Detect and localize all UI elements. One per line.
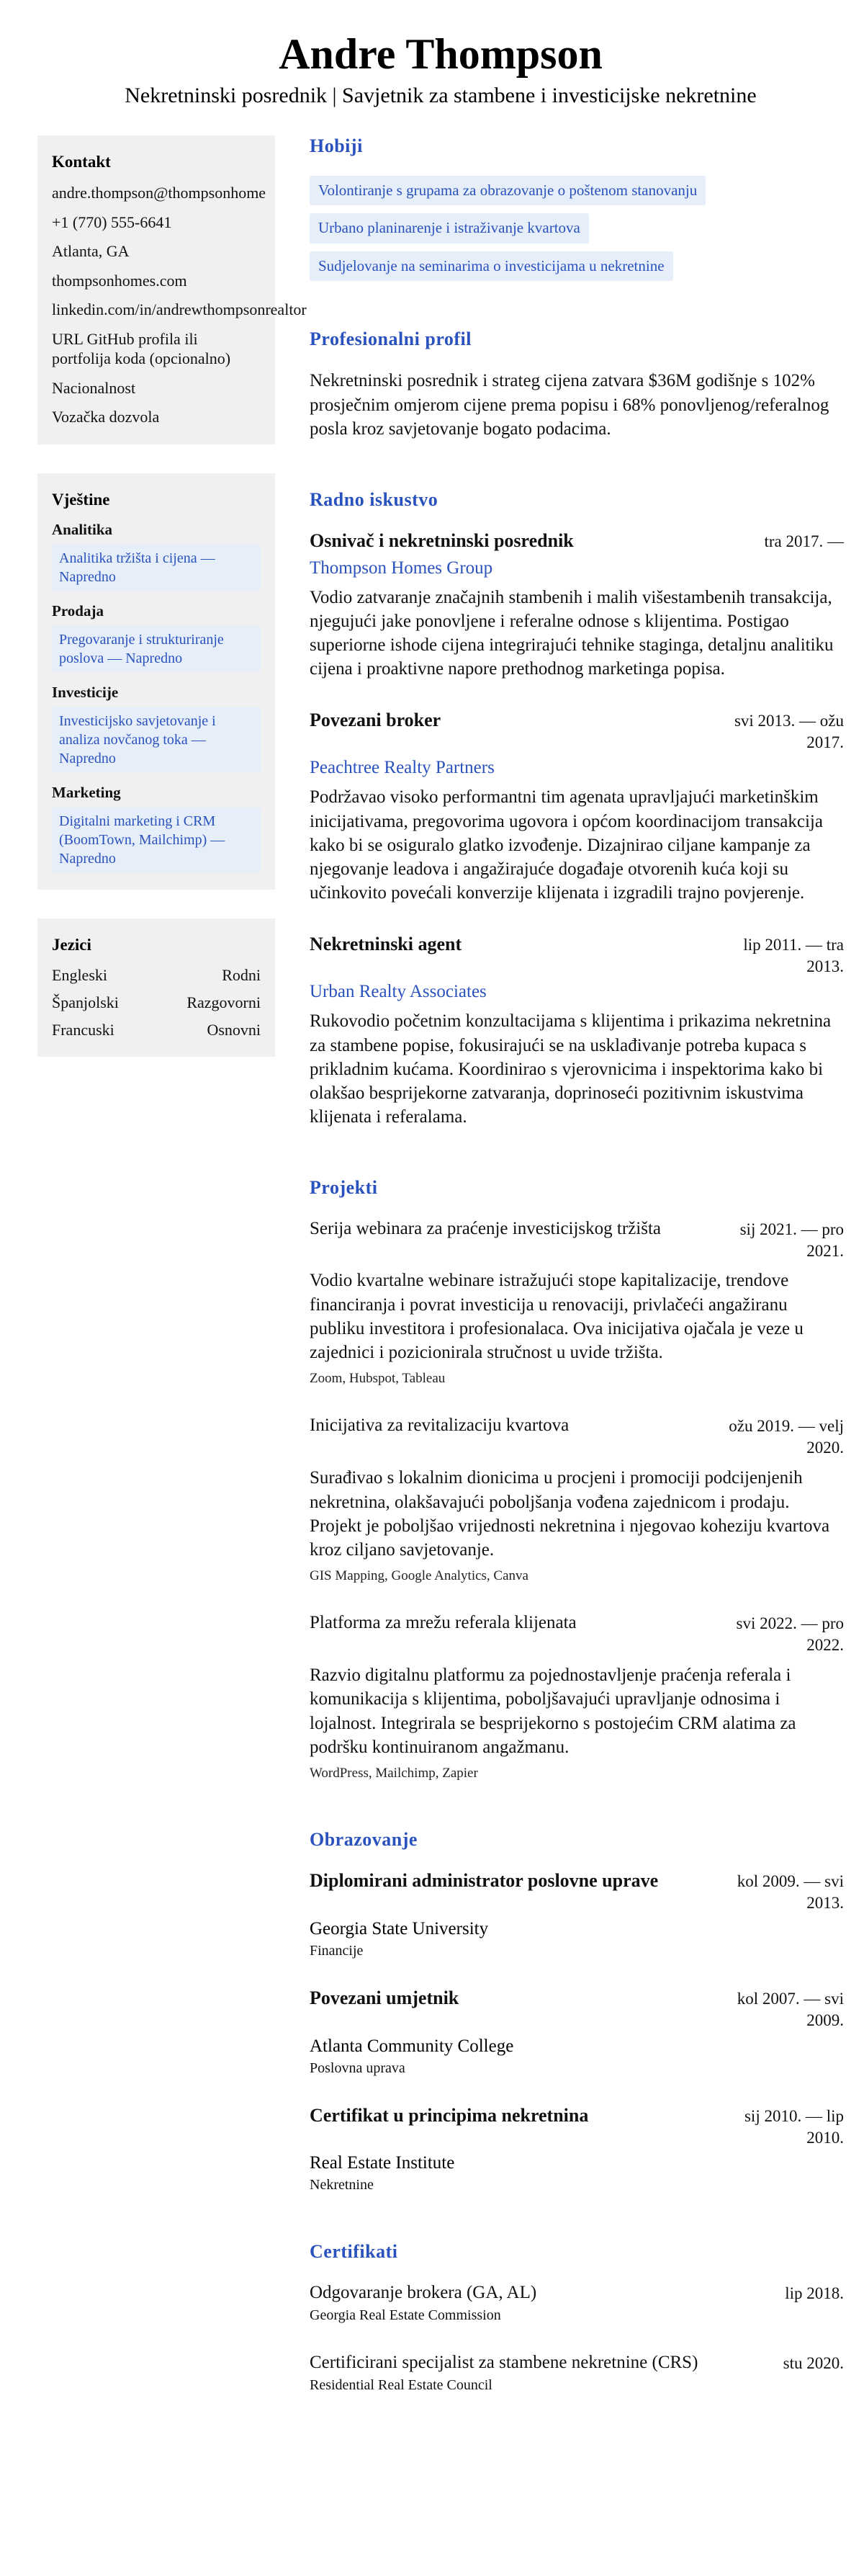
contact-driving-license: Vozačka dozvola bbox=[52, 408, 160, 426]
languages-section bbox=[37, 918, 275, 1057]
language-level: Rodni bbox=[222, 965, 261, 984]
hobby-chip: Urbano planinarenje i istraživanje kvartova bbox=[310, 213, 589, 243]
profile-section bbox=[310, 328, 844, 442]
job-description: Rukovodio početnim konzultacijama s klijentima i prikazima nekretnina za stambene popise, fokusirajući se na usklađivanje potreba kupaca s prikladnim kućama. Koordinirao s vjerovnicima i inspektorima kako bi olakšao besprijekorne zatvaranja, doprinoseći pozitivnim iskustvima klijenata i referalama. bbox=[310, 1011, 832, 1127]
entry-head bbox=[310, 1611, 844, 1656]
hobby-chip: Volontiranje s grupama za obrazovanje o poštenom stanovanju bbox=[310, 176, 706, 205]
entry-head bbox=[310, 1414, 844, 1459]
certifications-section bbox=[310, 2241, 844, 2394]
hobbies-section bbox=[310, 135, 844, 281]
person-name: Andre Thompson bbox=[279, 30, 603, 78]
job-company-link[interactable]: Urban Realty Associates bbox=[310, 982, 487, 1002]
school-name: Atlanta Community College bbox=[310, 2036, 514, 2056]
skill-group-label: Investicije bbox=[52, 683, 119, 701]
certification-issuer: Georgia Real Estate Commission bbox=[310, 2307, 501, 2324]
skill-chip: Pregovaranje i strukturiranje poslova — Napredno bbox=[52, 626, 261, 672]
project-dates: ožu 2019. — velj 2020. bbox=[729, 1417, 844, 1457]
certifications-heading: Certifikati bbox=[310, 2241, 398, 2263]
sidebar bbox=[37, 135, 307, 1057]
skill-group-sales bbox=[52, 602, 261, 672]
degree-title: Povezani umjetnik bbox=[310, 1987, 459, 2008]
job-description: Podržavao visoko performantni tim agenata upravljajući marketinškim inicijativama, pregovorima ugovora i općom koordinacijom transakcija kako bi se osiguralo glatko izvođenje. Dizajnirao ciljane kampanje za njegovanje leadova i angažirajuće događaje otvorenih kuća koji su učinkovito povećali konverzije klijenata i izgradili trajno povjerenje. bbox=[310, 787, 823, 903]
contact-heading: Kontakt bbox=[52, 153, 111, 171]
experience-entry bbox=[310, 529, 844, 681]
profile-text: Nekretninski posrednik i strateg cijena zatvara $36M godišnje s 102% prosječnim omjerom cijene prema popisu i 68% ponovljenog/referalnog posla kroz savjetovanje bogato podacima. bbox=[310, 370, 829, 439]
skill-group-investments bbox=[52, 684, 261, 772]
entry-head bbox=[310, 2351, 844, 2374]
entry-head bbox=[310, 2104, 844, 2149]
language-row bbox=[52, 966, 261, 985]
field-of-study: Poslovna uprava bbox=[310, 2060, 405, 2076]
contact-section bbox=[37, 135, 307, 444]
contact-email[interactable]: andre.thompson@thompsonhome bbox=[52, 184, 266, 202]
language-row bbox=[52, 993, 261, 1012]
languages-heading: Jezici bbox=[52, 935, 91, 954]
project-description: Vodio kvartalne webinare istražujući stope kapitalizacije, trendove financiranja i povrat investicija u renovaciji, privlačeći angažiranu publiku investitora i profesionalaca. Ova inicijativa ojačala je veze u zajednici i pozicionirala stručnost u uvide tržišta. bbox=[310, 1271, 804, 1363]
language-name: Francuski bbox=[52, 1020, 114, 1039]
skill-group-analytics bbox=[52, 521, 261, 591]
skill-chip: Investicijsko savjetovanje i analiza novčanog toka — Napredno bbox=[52, 707, 261, 772]
job-title: Povezani broker bbox=[310, 709, 441, 730]
project-tools: Zoom, Hubspot, Tableau bbox=[310, 1371, 446, 1387]
language-name: Engleski bbox=[52, 965, 107, 984]
project-title: Serija webinara za praćenje investicijskog tržišta bbox=[310, 1218, 661, 1238]
project-dates: svi 2022. — pro 2022. bbox=[736, 1614, 844, 1655]
contact-website[interactable]: thompsonhomes.com bbox=[52, 271, 187, 290]
entry-head bbox=[310, 1987, 844, 2031]
job-company-link[interactable]: Thompson Homes Group bbox=[310, 558, 493, 578]
job-dates: svi 2013. — ožu 2017. bbox=[734, 711, 844, 751]
skill-group-label: Prodaja bbox=[52, 601, 104, 620]
education-dates: kol 2009. — svi 2013. bbox=[737, 1872, 844, 1912]
job-title: Nekretninski agent bbox=[310, 933, 462, 954]
entry-head bbox=[310, 1217, 844, 1262]
project-entry bbox=[310, 1414, 844, 1584]
resume-body bbox=[37, 135, 844, 2441]
job-description: Vodio zatvaranje značajnih stambenih i malih višestambenih transakcija, njegujući jake ponovljene i referalne odnose s klijentima. Postigao superiorne ishode cijena integrirajući tehnike staginga, detaljnu analitiku cijena i proaktivne napore prethodnog marketinga popisa. bbox=[310, 587, 834, 679]
projects-heading: Projekti bbox=[310, 1176, 378, 1198]
person-subtitle: Nekretninski posrednik | Savjetnik za stambene i investicijske nekretnine bbox=[125, 84, 757, 107]
project-tools: WordPress, Mailchimp, Zapier bbox=[310, 1766, 478, 1781]
skill-chip: Analitika tržišta i cijena — Napredno bbox=[52, 545, 261, 591]
contact-nationality: Nacionalnost bbox=[52, 378, 136, 397]
project-title: Platforma za mrežu referala klijenata bbox=[310, 1613, 577, 1633]
field-of-study: Nekretnine bbox=[310, 2177, 374, 2193]
education-entry bbox=[310, 1987, 844, 2077]
language-level: Razgovorni bbox=[186, 993, 261, 1011]
education-dates: sij 2010. — lip 2010. bbox=[744, 2106, 844, 2147]
education-entry bbox=[310, 1869, 844, 1959]
project-dates: sij 2021. — pro 2021. bbox=[739, 1220, 844, 1260]
projects-section bbox=[310, 1177, 844, 1781]
profile-heading: Profesionalni profil bbox=[310, 328, 472, 349]
certification-date: stu 2020. bbox=[783, 2354, 844, 2373]
contact-github-placeholder: URL GitHub profila ili portfolija koda (opcionalno) bbox=[52, 329, 231, 367]
school-name: Real Estate Institute bbox=[310, 2153, 455, 2173]
project-description: Razvio digitalnu platformu za pojednostavljenje praćenja referala i komunikacija s klijentima, poboljšavajući upravljanje odnosima i lojalnost. Integrirala se besprijekorno s postojećim CRM alatima za podršku kontinuiranom angažmanu. bbox=[310, 1665, 796, 1757]
certification-entry bbox=[310, 2351, 844, 2394]
education-entry bbox=[310, 2104, 844, 2194]
entry-head bbox=[310, 2281, 844, 2304]
skill-group-label: Analitika bbox=[52, 520, 113, 538]
resume-header bbox=[37, 30, 844, 108]
project-description: Surađivao s lokalnim dionicima u procjeni i promociji podcijenjenih nekretnina, olakšavajući poboljšanja vođena zajednicom i prodaju. Projekt je poboljšao vrijednosti nekretnina i njegovao koheziju kvartova kroz ciljano savjetovanje. bbox=[310, 1468, 830, 1560]
project-entry bbox=[310, 1611, 844, 1781]
skills-section bbox=[37, 473, 275, 890]
project-entry bbox=[310, 1217, 844, 1387]
hobby-list bbox=[310, 176, 844, 281]
job-title: Osnivač i nekretninski posrednik bbox=[310, 530, 574, 552]
job-dates: tra 2017. — bbox=[764, 532, 844, 551]
degree-title: Diplomirani administrator poslovne uprave bbox=[310, 1870, 659, 1892]
entry-head bbox=[310, 529, 844, 553]
hobby-chip: Sudjelovanje na seminarima o investicijama u nekretnine bbox=[310, 251, 673, 281]
experience-section bbox=[310, 489, 844, 1130]
main-column bbox=[310, 135, 844, 2441]
entry-head bbox=[310, 709, 844, 753]
experience-entry bbox=[310, 709, 844, 905]
experience-heading: Radno iskustvo bbox=[310, 489, 438, 511]
project-tools: GIS Mapping, Google Analytics, Canva bbox=[310, 1568, 528, 1584]
education-heading: Obrazovanje bbox=[310, 1829, 418, 1851]
entry-head bbox=[310, 933, 844, 978]
experience-entry bbox=[310, 933, 844, 1130]
school-name: Georgia State University bbox=[310, 1918, 489, 1938]
certification-entry bbox=[310, 2281, 844, 2324]
job-company-link[interactable]: Peachtree Realty Partners bbox=[310, 758, 495, 778]
hobbies-heading: Hobiji bbox=[310, 135, 363, 156]
contact-location: Atlanta, GA bbox=[52, 242, 130, 260]
skill-group-label: Marketing bbox=[52, 783, 121, 801]
job-dates: lip 2011. — tra 2013. bbox=[743, 935, 844, 975]
skill-chip: Digitalni marketing i CRM (BoomTown, Mailchimp) — Napredno bbox=[52, 808, 261, 872]
language-name: Španjolski bbox=[52, 993, 119, 1011]
skill-group-marketing bbox=[52, 784, 261, 872]
education-section bbox=[310, 1829, 844, 2193]
certification-title: Certificirani specijalist za stambene nekretnine (CRS) bbox=[310, 2353, 698, 2373]
certification-issuer: Residential Real Estate Council bbox=[310, 2377, 492, 2394]
entry-head bbox=[310, 1869, 844, 1914]
project-title: Inicijativa za revitalizaciju kvartova bbox=[310, 1416, 570, 1436]
degree-title: Certifikat u principima nekretnina bbox=[310, 2104, 589, 2126]
field-of-study: Financije bbox=[310, 1942, 364, 1959]
education-dates: kol 2007. — svi 2009. bbox=[737, 1989, 844, 2029]
certification-title: Odgovaranje brokera (GA, AL) bbox=[310, 2283, 537, 2303]
contact-linkedin[interactable]: linkedin.com/in/andrewthompsonrealtor bbox=[52, 300, 307, 318]
skills-heading: Vještine bbox=[52, 490, 110, 509]
certification-date: lip 2018. bbox=[785, 2284, 844, 2303]
contact-phone[interactable]: +1 (770) 555-6641 bbox=[52, 213, 172, 231]
language-level: Osnovni bbox=[207, 1020, 261, 1039]
language-row bbox=[52, 1021, 261, 1039]
